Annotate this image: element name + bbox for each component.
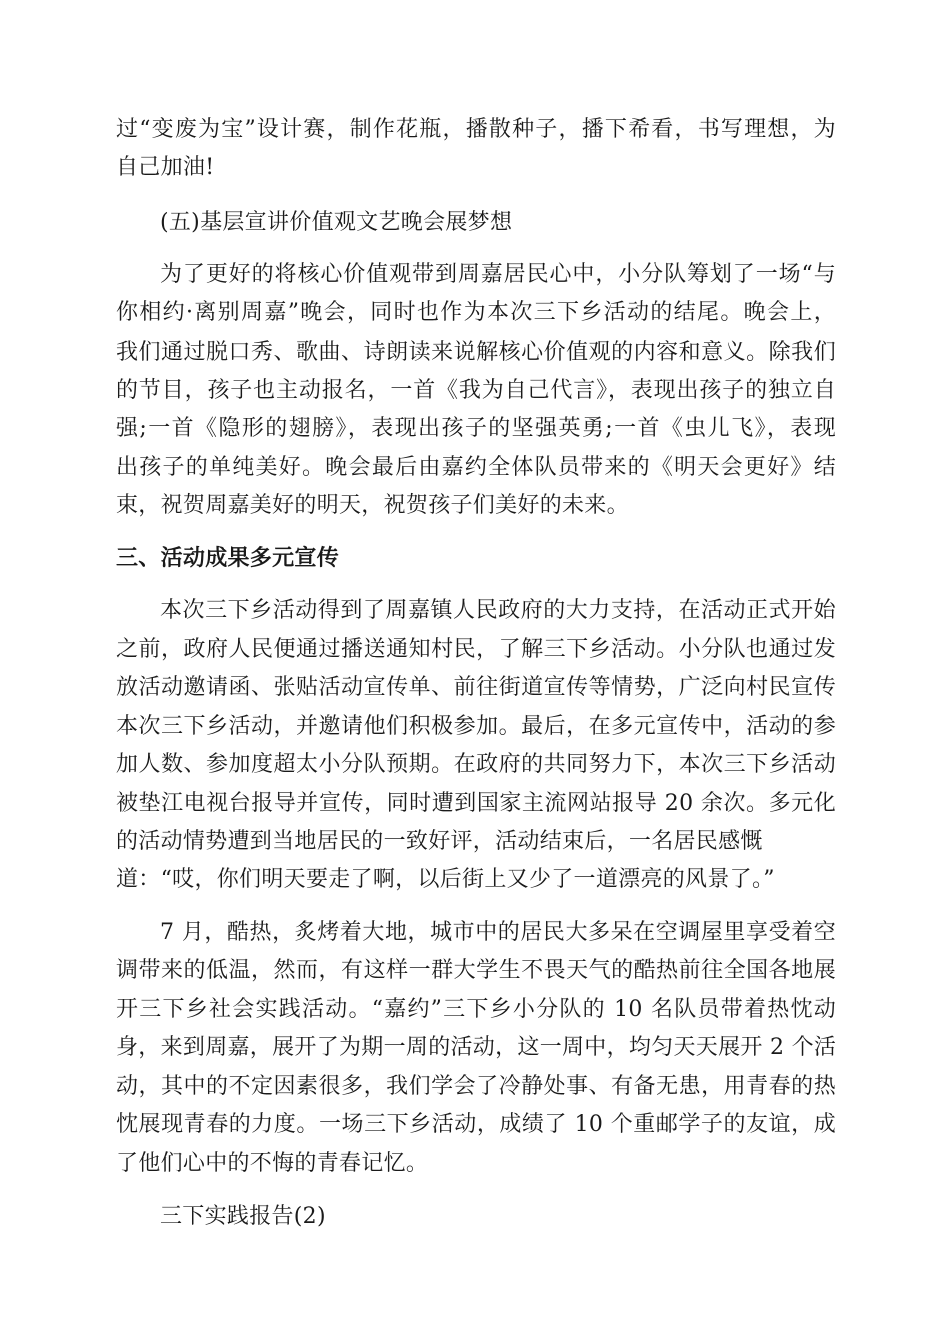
paragraph-line: 强;一首《隐形的翅膀》，表现出孩子的坚强英勇;一首《虫儿飞》，表现 xyxy=(116,416,836,441)
paragraph-line: 出孩子的单纯美好。晚会最后由嘉约全体队员带来的《明天会更好》结 xyxy=(116,455,836,480)
paragraph-line: 身，来到周嘉，展开了为期一周的活动，这一周中，均匀天天展开 2 个活 xyxy=(116,1035,837,1060)
paragraph-line: 开三下乡社会实践活动。“嘉约”三下乡小分队的 10 名队员带着热忱动 xyxy=(116,997,836,1022)
paragraph-line: 放活动邀请函、张贴活动宣传单、前往街道宣传等情势，广泛向村民宣传 xyxy=(116,675,836,700)
paragraph-line: 的活动情势遭到当地居民的一致好评，活动结束后，一名居民感慨 xyxy=(116,829,763,854)
paragraph-line: 调带来的低温，然而，有这样一群大学生不畏天气的酷热前往全国各地展 xyxy=(116,958,836,983)
paragraph-line: 本次三下乡活动，并邀请他们积极参加。最后，在多元宣传中，活动的参 xyxy=(116,714,836,739)
paragraph-line: 动，其中的不定因素很多，我们学会了冷静处事、有备无患，用青春的热 xyxy=(116,1074,836,1099)
paragraph-line: 自己加油! xyxy=(116,155,215,180)
paragraph-line: 束，祝贺周嘉美好的明天，祝贺孩子们美好的未来。 xyxy=(116,493,629,518)
paragraph-line: 之前，政府人民便通过播送通知村民，了解三下乡活动。小分队也通过发 xyxy=(116,637,836,662)
paragraph-line: 我们通过脱口秀、歌曲、诗朗读来说解核心价值观的内容和意义。除我们 xyxy=(116,340,836,365)
paragraph-line: 为了更好的将核心价值观带到周嘉居民心中，小分队筹划了一场“与 xyxy=(160,262,836,287)
section-subheading: (五)基层宣讲价值观文艺晚会展梦想 xyxy=(160,210,513,235)
paragraph-line: 本次三下乡活动得到了周嘉镇人民政府的大力支持，在活动正式开始 xyxy=(160,598,836,623)
paragraph-line: 道：“哎，你们明天要走了啊，以后街上又少了一道漂亮的风景了。” xyxy=(116,867,775,892)
paragraph-line: 的节目，孩子也主动报名，一首《我为自己代言》，表现出孩子的独立自 xyxy=(116,378,836,403)
paragraph-line: 了他们心中的不悔的青春记忆。 xyxy=(116,1151,429,1176)
next-section-title: 三下实践报告(2) xyxy=(160,1204,326,1229)
paragraph-line: 忱展现青春的力度。一场三下乡活动，成绩了 10 个重邮学子的友谊，成 xyxy=(116,1112,836,1137)
paragraph-line: 过“变废为宝”设计赛，制作花瓶，播散种子，播下希看，书写理想，为 xyxy=(116,117,836,142)
paragraph-line: 被垫江电视台报导并宣传，同时遭到国家主流网站报导 20 余次。多元化 xyxy=(116,791,836,816)
paragraph-line: 7 月，酷热，炙烤着大地，城市中的居民大多呆在空调屋里享受着空 xyxy=(160,920,836,945)
paragraph-line: 加人数、参加度超太小分队预期。在政府的共同努力下，本次三下乡活动 xyxy=(116,752,836,777)
paragraph-line: 你相约·离别周嘉”晚会，同时也作为本次三下乡活动的结尾。晚会上， xyxy=(116,300,836,325)
section-heading: 三、活动成果多元宣传 xyxy=(116,546,340,571)
